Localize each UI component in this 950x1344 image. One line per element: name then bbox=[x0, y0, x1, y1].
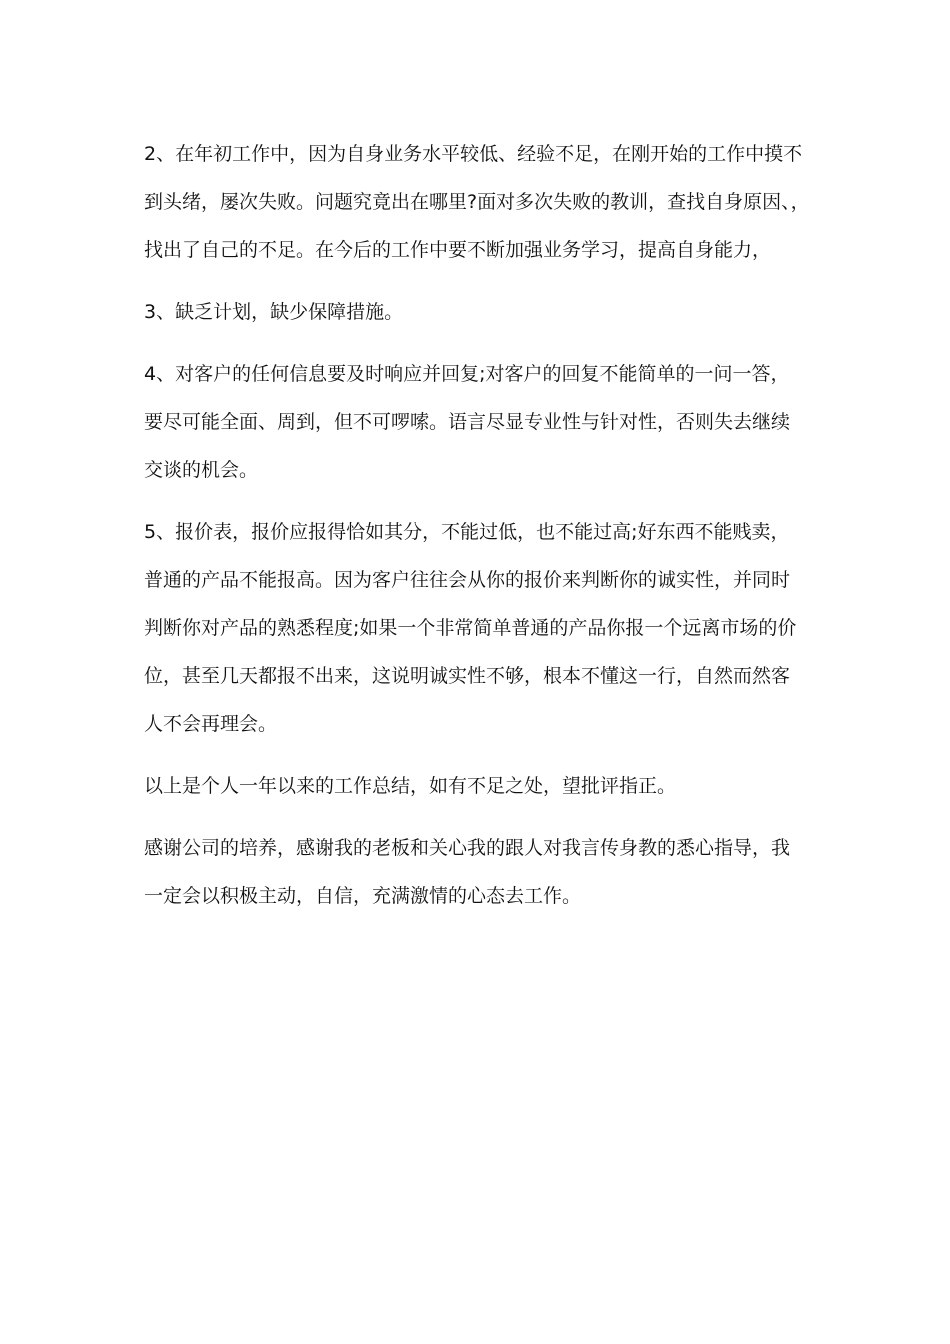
text-line: 2、在年初工作中，因为自身业务水平较低、经验不足，在刚开始的工作中摸不 bbox=[144, 143, 803, 165]
text-line: 4、对客户的任何信息要及时响应并回复;对客户的回复不能简单的一问一答， bbox=[144, 363, 790, 385]
text-line: 以上是个人一年以来的工作总结，如有不足之处，望批评指正。 bbox=[144, 775, 677, 797]
text-line: 判断你对产品的熟悉程度;如果一个非常简单普通的产品你报一个远离市场的价 bbox=[144, 617, 797, 639]
paragraph-item-5 bbox=[144, 508, 824, 748]
paragraph-item-4 bbox=[144, 350, 824, 494]
document-body bbox=[144, 130, 824, 934]
text-line: 3、缺乏计划，缺少保障措施。 bbox=[144, 301, 404, 323]
text-line: 到头绪，屡次失败。问题究竟出在哪里?面对多次失败的教训，查找自身原因、， bbox=[144, 191, 810, 213]
text-line: 位，甚至几天都报不出来，这说明诚实性不够，根本不懂这一行，自然而然客 bbox=[144, 665, 791, 687]
text-line: 一定会以积极主动，自信，充满激情的心态去工作。 bbox=[144, 885, 582, 907]
text-line: 人不会再理会。 bbox=[144, 713, 278, 735]
text-line: 要尽可能全面、周到，但不可啰嗦。语言尽显专业性与针对性，否则失去继续 bbox=[144, 411, 791, 433]
paragraph-item-2 bbox=[144, 130, 824, 274]
text-line: 交谈的机会。 bbox=[144, 459, 259, 481]
paragraph-item-3 bbox=[144, 288, 824, 336]
paragraph-thanks bbox=[144, 824, 824, 920]
text-line: 5、报价表，报价应报得恰如其分，不能过低，也不能过高;好东西不能贱卖， bbox=[144, 521, 790, 543]
paragraph-summary bbox=[144, 762, 824, 810]
text-line: 普通的产品不能报高。因为客户往往会从你的报价来判断你的诚实性，并同时 bbox=[144, 569, 791, 591]
text-line: 找出了自己的不足。在今后的工作中要不断加强业务学习，提高自身能力， bbox=[144, 239, 772, 261]
text-line: 感谢公司的培养，感谢我的老板和关心我的跟人对我言传身教的悉心指导，我 bbox=[144, 837, 791, 859]
